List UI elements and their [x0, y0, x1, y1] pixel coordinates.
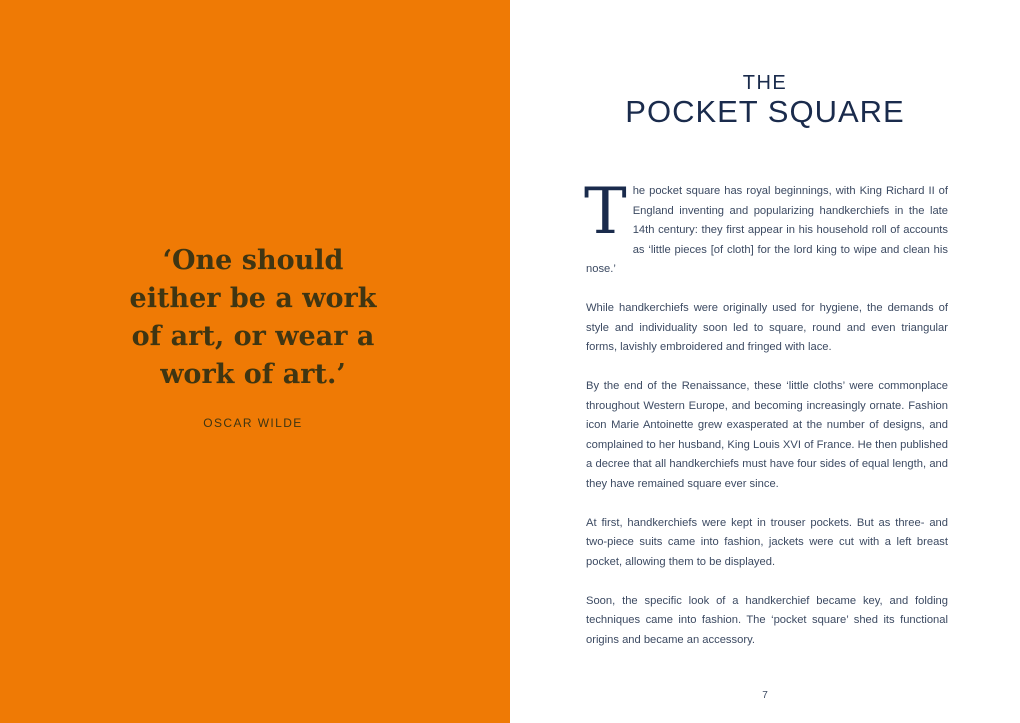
page-title: POCKET SQUARE — [625, 94, 905, 129]
paragraph-5: Soon, the specific look of a handkerchief became key, and folding techniques came into fashion. The ‘pocket square’ shed its functional origins and became an accessory. — [586, 594, 948, 646]
paragraph-2: While handkerchiefs were originally used for hygiene, the demands of style and individuality soon led to square, round and even triangular forms, lavishly embroidered and fringed with lace. — [586, 302, 948, 353]
right-page — [510, 0, 1020, 723]
body-text — [584, 175, 948, 670]
quote-attribution: OSCAR WILDE — [203, 416, 303, 430]
paragraph-1-text: he pocket square has royal beginnings, with King Richard II of England inventing and popularizing handkerchiefs in the late 14th century: they first appear in his household roll of accounts as ‘little pieces [of cloth] for the lord king to wipe and clean his nose.’ — [586, 185, 948, 275]
page-number: 7 — [762, 690, 768, 701]
paragraph-1 — [584, 175, 948, 280]
paragraph-4: At first, handkerchiefs were kept in trouser pockets. But as three- and two-piece suits came into fashion, jackets were cut with a left breast pocket, allowing them to be displayed. — [586, 516, 948, 568]
paragraph-3: By the end of the Renaissance, these ‘little cloths’ were commonplace throughout Western Europe, and becoming increasingly ornate. Fashion icon Marie Antoinette grew exasperated at the number of designs, and complained to her husband, King Louis XVI of France. He then published a decree that all handkerchiefs must have four sides of equal length, and they have remained square ever since. — [586, 380, 948, 490]
drop-cap: T — [584, 175, 627, 249]
title-line-1: THE — [742, 72, 788, 94]
pull-quote: ‘One should either be a work of art, or wear a work of art.’ — [129, 245, 377, 390]
